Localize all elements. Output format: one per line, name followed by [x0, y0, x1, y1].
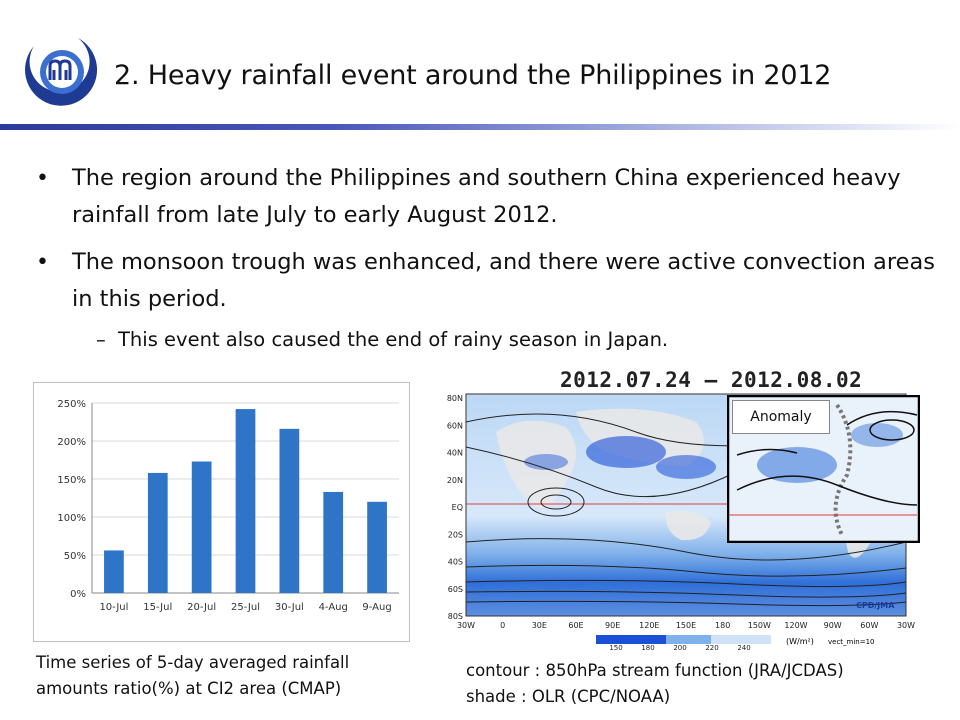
- x-tick-label: 30-Jul: [274, 602, 304, 613]
- lon-label: 30W: [456, 621, 476, 630]
- lat-label: 80S: [447, 612, 463, 621]
- lon-label: 90E: [605, 621, 621, 630]
- anomaly-label: Anomaly: [732, 400, 830, 434]
- x-tick-label: 4-Aug: [318, 602, 348, 613]
- y-tick-label: 200%: [57, 437, 86, 448]
- bar: [323, 492, 343, 593]
- colorbar-tick: 200: [673, 644, 687, 650]
- chart-caption-line2: amounts ratio(%) at CI2 area (CMAP): [36, 679, 342, 698]
- y-tick-label: 50%: [63, 551, 86, 562]
- title-underline: [0, 124, 960, 130]
- x-tick-label: 9-Aug: [362, 602, 392, 613]
- x-tick-label: 15-Jul: [143, 602, 173, 613]
- bar: [279, 429, 299, 593]
- slide-title: 2. Heavy rainfall event around the Philippines in 2012: [114, 60, 832, 91]
- convection-area: [586, 436, 666, 468]
- jma-logo: [20, 30, 100, 110]
- sub-bullet-item: [36, 326, 936, 354]
- bar: [367, 502, 387, 593]
- bullet-dot-icon: •: [36, 166, 49, 191]
- y-tick-label: 250%: [57, 399, 86, 410]
- bar: [192, 462, 212, 593]
- lon-label: 150W: [747, 621, 771, 630]
- bullet-text: The monsoon trough was enhanced, and there were active convection areas in this period.: [72, 249, 935, 312]
- colorbar-tick: 180: [641, 644, 655, 650]
- bullet-item: [36, 244, 936, 318]
- map-period-title: 2012.07.24 – 2012.08.02: [560, 368, 863, 392]
- convection-area: [524, 454, 568, 470]
- lon-label: 180: [715, 621, 731, 630]
- lon-label: 90W: [823, 621, 842, 630]
- lat-label: 60S: [447, 584, 463, 594]
- x-tick-label: 10-Jul: [99, 602, 129, 613]
- lat-label: 20N: [446, 475, 463, 485]
- dash-icon: –: [96, 328, 106, 351]
- map-credit: CPD/JMA: [856, 601, 895, 610]
- lat-label: 80N: [446, 394, 463, 403]
- convection-area: [656, 455, 716, 479]
- colorbar-tick: 150: [609, 644, 623, 650]
- map-caption: [466, 658, 844, 710]
- colorbar-segment: [666, 635, 711, 644]
- bullet-dot-icon: •: [36, 250, 49, 275]
- lon-label: 30W: [896, 621, 916, 630]
- map-caption-line2: shade : OLR (CPC/NOAA): [466, 687, 671, 706]
- chart-caption: [36, 650, 349, 702]
- vector-note: vect_min=10: [828, 638, 875, 646]
- bar: [104, 550, 124, 593]
- lon-label: 120E: [639, 621, 660, 630]
- lat-label: EQ: [451, 503, 463, 512]
- colorbar-tick: 240: [737, 644, 751, 650]
- colorbar-ticks: [609, 644, 750, 650]
- sub-bullet-text: This event also caused the end of rainy season in Japan.: [118, 328, 669, 351]
- lat-label: 40S: [447, 557, 463, 567]
- rainfall-chart: [33, 382, 410, 642]
- bullet-item: [36, 160, 936, 234]
- lat-label: 20S: [447, 530, 463, 540]
- y-tick-label: 150%: [57, 475, 86, 486]
- bullet-list: [36, 160, 936, 354]
- lon-labels: [457, 621, 915, 630]
- x-tick-label: 25-Jul: [231, 602, 260, 613]
- colorbar-tick: 220: [705, 644, 719, 650]
- lon-label: 30E: [531, 621, 547, 630]
- bullet-text: The region around the Philippines and southern China experienced heavy rainfall from late July to early August 2012.: [72, 165, 901, 228]
- lon-label: 120W: [784, 621, 808, 630]
- lat-label: 60N: [446, 421, 463, 431]
- colorbar-unit: (W/m²): [786, 637, 814, 646]
- rainfall-chart-svg: [34, 383, 409, 641]
- chart-caption-line1: Time series of 5-day averaged rainfall: [36, 653, 350, 672]
- lon-label: 0: [500, 621, 506, 630]
- map-caption-line1: contour : 850hPa stream function (JRA/JCDAS): [466, 661, 844, 680]
- lon-label: 60W: [860, 621, 879, 630]
- colorbar-segment: [711, 635, 771, 644]
- y-tick-label: 0%: [70, 589, 86, 600]
- x-tick-label: 20-Jul: [187, 602, 217, 613]
- bar: [236, 409, 256, 593]
- bar: [148, 473, 168, 593]
- y-tick-label: 100%: [57, 513, 86, 524]
- lat-labels: [447, 394, 463, 621]
- lon-label: 60E: [568, 621, 584, 630]
- lat-label: 40N: [446, 448, 463, 458]
- lon-label: 150E: [675, 621, 697, 630]
